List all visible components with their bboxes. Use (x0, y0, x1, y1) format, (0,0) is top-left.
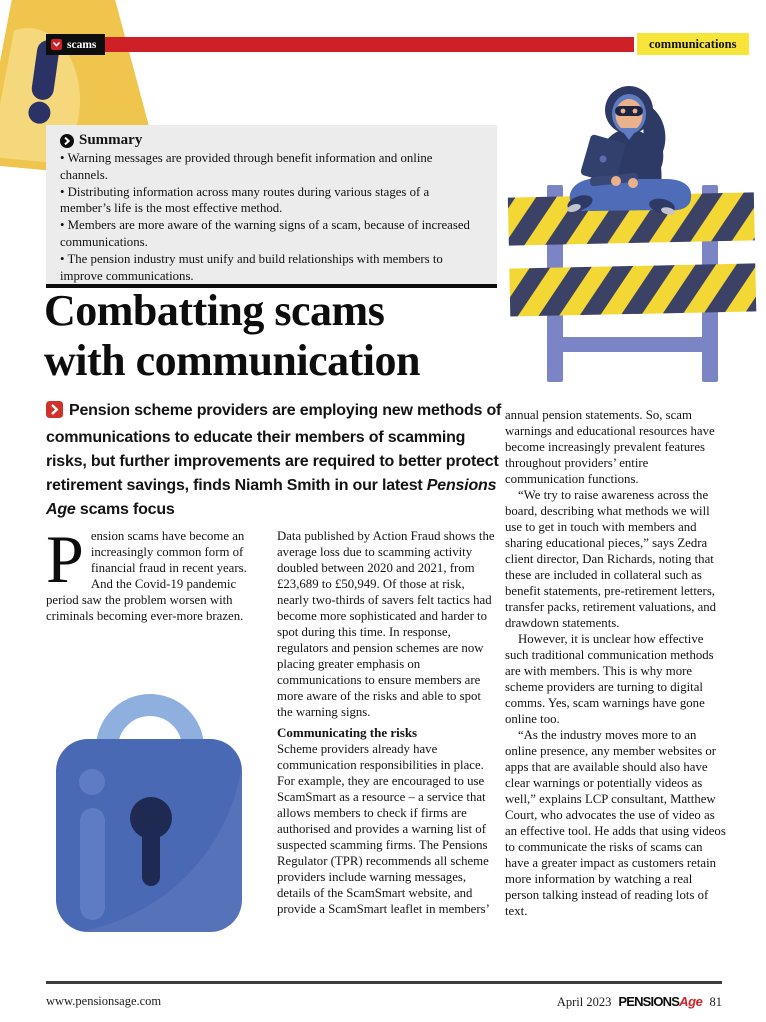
footer-right (557, 994, 722, 1010)
opening-paragraph (46, 521, 268, 624)
page-title (44, 286, 518, 386)
summary-bullet: • Members are more aware of the warning signs of a scam, because of increased communications. (60, 218, 470, 249)
standfirst (46, 399, 508, 522)
page-number: 81 (709, 995, 722, 1009)
section-heading: Communicating the risks (277, 725, 418, 740)
communications-tag-label: communications (649, 36, 737, 51)
article-column-1 (46, 521, 268, 624)
body-paragraph: “As the industry moves more to an online presence, any member websites or apps that are available should also have clear warnings or potentially videos as well,” explains LCP consultant, Matthew Court, who advocates the use of video as an effective tool. He adds that using videos to communicate the risks of scams can have a greater impact as customers retain more information by watching a real person talking instead of reading lots of text. (505, 728, 726, 918)
scams-tag-label: scams (67, 38, 97, 51)
body-paragraph: annual pension statements. So, scam warnings and educational resources have become increasingly prevalent features throughout providers’ entire communication functions. (505, 408, 715, 486)
footer-rule (46, 981, 722, 984)
standfirst-text: Pension scheme providers are employing new methods of communications to educate their members of scamming risks, but further improvements are required to better protect retirement savings, finds Niamh Smith in our latest (46, 402, 502, 494)
top-rule (97, 37, 634, 52)
footer-date: April 2023 (556, 995, 612, 1009)
chevron-down-icon (51, 39, 62, 50)
summary-box (46, 125, 497, 288)
section-tag-scams (46, 34, 105, 55)
body-paragraph: “We try to raise awareness across the board, describing what methods we will use to get in touch with members and sharing educational pieces,” says Zedra client director, Dan Richards, noting that these are included in collateral such as benefit statements, pre-retirement letters, transfer packs, retirement valuations, and drawdown statements. (505, 488, 717, 630)
section-tag-communications (637, 33, 749, 55)
drop-cap: P (46, 521, 84, 597)
arrow-circle-icon (60, 134, 74, 148)
article-column-3 (505, 407, 728, 979)
body-paragraph: Data published by Action Fraud shows the average loss due to scamming activity doubled between 2020 and 2021, from £23,689 to £50,949. Of those at risk, nearly two-thirds of savers felt tactics had become more sophisticated and harder to spot during this time. In response, regulators and pension schemes are now placing greater emphasis on communications to ensure members are more aware of the risks and able to spot the warning signs. (277, 529, 495, 719)
standfirst-text-end: scams focus (75, 501, 175, 518)
summary-bullet: • Warning messages are provided through benefit information and online channels. (60, 151, 433, 182)
hacker-on-barrier-illustration (492, 82, 766, 395)
summary-bullet: • Distributing information across many routes during various stages of a member’s life is the most effective method. (60, 184, 430, 216)
summary-title (60, 132, 483, 149)
article-column-2 (277, 528, 499, 978)
padlock-illustration (54, 640, 246, 939)
brand-black: PENSIONS (618, 994, 680, 1009)
brand-red: Age (679, 994, 703, 1009)
body-paragraph: Scheme providers already have communication responsibilities in place. For example, they are encouraged to use ScamSmart as a resource – a service that allows members to check if firms are authorised and provides a warning list of suspected scamming firms. The Pensions Regulator (TPR) recommends all scheme providers include warning messages, details of the ScamSmart website, and provide a ScamSmart leaflet in members’ (277, 742, 490, 916)
summary-bullet: • The pension industry must unify and build relationships with members to improve communications. (60, 251, 443, 283)
headline-line-1: Combatting scams (44, 286, 385, 335)
opening-text: ension scams have become an increasingly common form of financial fraud in recent years. And the Covid-19 pandemic period saw the problem worsen with criminals becoming ever-more brazen. (46, 529, 247, 623)
arrow-square-icon (46, 401, 63, 426)
brand-logo (618, 994, 702, 1009)
summary-title-label: Summary (79, 132, 143, 148)
body-paragraph: However, it is unclear how effective such traditional communication methods are with members. This is why more scheme providers are turning to digital comms. Yes, scam warnings have gone online too. (505, 632, 714, 726)
standfirst-italic: Pensions Age (46, 477, 497, 518)
headline-line-2: with communication (44, 336, 420, 385)
footer-website: www.pensionsage.com (46, 994, 162, 1008)
